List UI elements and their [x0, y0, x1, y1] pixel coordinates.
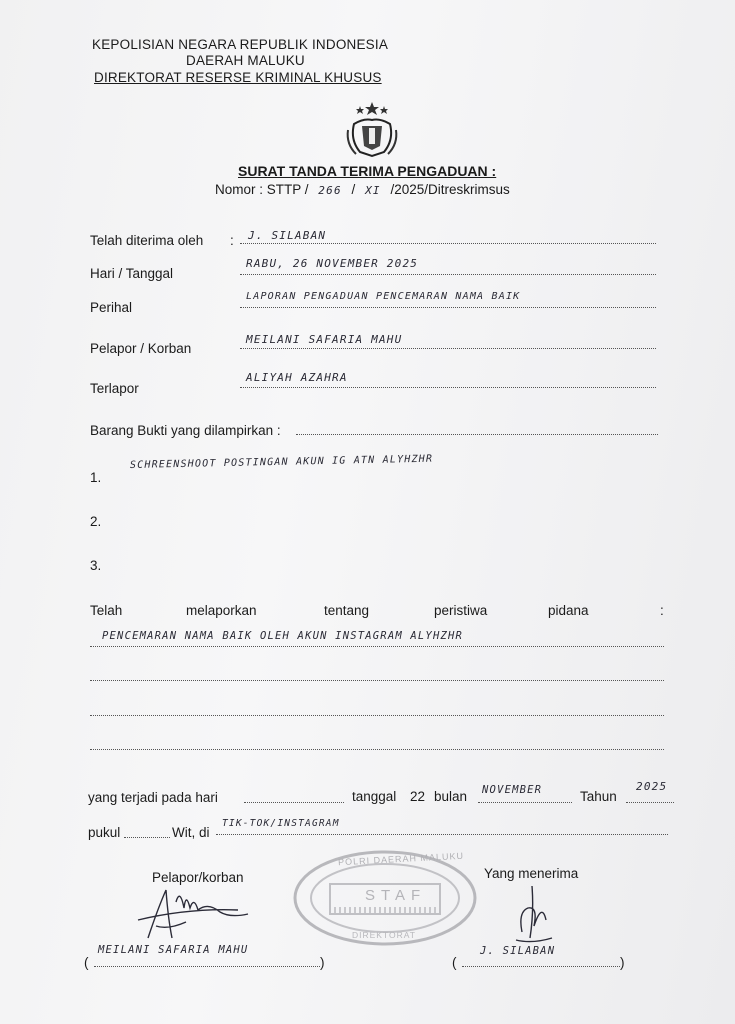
right-name-close-paren: ) — [620, 955, 625, 970]
nomor-prefix: Nomor : STTP / — [215, 182, 309, 197]
stamp-bottom-text: DIREKTORAT — [352, 930, 416, 940]
header-line-3: DIREKTORAT RESERSE KRIMINAL KHUSUS — [94, 70, 382, 85]
report-dotted-line-1 — [90, 646, 664, 647]
perihal-label: Perihal — [90, 300, 133, 315]
occurrence-pukul-dotted — [124, 837, 170, 838]
hari-value: RABU, 26 NOVEMBER 2025 — [246, 257, 419, 270]
evidence-item-num-3: 3. — [90, 558, 102, 573]
occurrence-tahun-label: Tahun — [580, 789, 617, 804]
report-dotted-line-4 — [90, 749, 664, 750]
evidence-item-num-2: 2. — [90, 514, 102, 529]
left-signer-name: MEILANI SAFARIA MAHU — [98, 944, 249, 956]
right-name-open-paren: ( — [452, 955, 457, 970]
occurrence-pukul-label: pukul — [88, 825, 121, 840]
nomor-suffix: /2025/Ditreskrimsus — [390, 182, 510, 197]
evidence-dotted-line — [296, 434, 658, 435]
hari-label: Hari / Tanggal — [90, 266, 174, 281]
report-word-2: melaporkan — [186, 603, 257, 618]
occurrence-tanggal-label: tanggal — [352, 789, 397, 804]
right-signer-name: J. SILABAN — [480, 945, 556, 957]
occurrence-tanggal-value: 22 — [410, 789, 426, 804]
perihal-dotted-line — [240, 307, 656, 308]
occurrence-location-dotted — [216, 834, 668, 835]
diterima-colon: : — [230, 233, 234, 248]
police-emblem-icon — [340, 100, 404, 158]
left-signer-title: Pelapor/korban — [152, 870, 244, 885]
evidence-item-num-1: 1. — [90, 470, 102, 485]
right-signature-icon — [508, 882, 558, 948]
right-name-dotted — [462, 966, 620, 967]
report-dotted-line-2 — [90, 680, 664, 681]
occurrence-wit-label: Wit, di — [172, 825, 210, 840]
terlapor-label: Terlapor — [90, 381, 139, 396]
nomor-number: 266 — [318, 184, 342, 197]
terlapor-dotted-line — [240, 387, 656, 388]
pelapor-dotted-line — [240, 348, 656, 349]
header-line-2: DAERAH MALUKU — [186, 53, 305, 68]
nomor-month: XI — [365, 184, 381, 197]
pelapor-label: Pelapor / Korban — [90, 341, 192, 356]
diterima-value: J. SILABAN — [248, 229, 327, 242]
header-line-1: KEPOLISIAN NEGARA REPUBLIK INDONESIA — [92, 37, 389, 52]
occurrence-location-value: TIK-TOK/INSTAGRAM — [222, 818, 340, 829]
report-value: PENCEMARAN NAMA BAIK OLEH AKUN INSTAGRAM ALYHZHR — [102, 630, 464, 642]
occurrence-bulan-label: bulan — [434, 789, 468, 804]
occurrence-day-dotted — [244, 802, 344, 803]
stamp-ring-text: POLRI DAERAH MALUKU — [337, 850, 465, 868]
evidence-label: Barang Bukti yang dilampirkan : — [90, 423, 281, 438]
left-name-open-paren: ( — [84, 955, 89, 970]
occurrence-bulan-value: NOVEMBER — [482, 784, 543, 796]
occurrence-bulan-dotted — [478, 802, 572, 803]
diterima-dotted-line — [240, 243, 656, 244]
report-word-4: peristiwa — [434, 603, 488, 618]
nomor-sep: / — [351, 182, 356, 197]
perihal-value: LAPORAN PENGADUAN PENCEMARAN NAMA BAIK — [246, 291, 521, 302]
left-name-dotted — [94, 966, 320, 967]
occurrence-tahun-value: 2025 — [636, 780, 668, 793]
occurrence-pre: yang terjadi pada hari — [88, 790, 218, 805]
diterima-label: Telah diterima oleh — [90, 233, 204, 248]
document-title: SURAT TANDA TERIMA PENGADUAN : — [238, 163, 497, 179]
pelapor-value: MEILANI SAFARIA MAHU — [246, 333, 403, 346]
stamp-center-text: STAF — [365, 887, 427, 904]
nomor-line — [215, 182, 510, 197]
report-word-1: Telah — [90, 603, 123, 618]
report-word-5: pidana — [548, 603, 589, 618]
report-dotted-line-3 — [90, 715, 664, 716]
report-word-3: tentang — [324, 603, 370, 618]
left-signature-icon — [128, 878, 258, 950]
left-name-close-paren: ) — [320, 955, 325, 970]
right-signer-title: Yang menerima — [484, 866, 579, 881]
evidence-item-value-1: SCHREENSHOOT POSTINGAN AKUN IG ATN ALYHZHR — [129, 453, 434, 471]
hari-dotted-line — [240, 274, 656, 275]
report-word-6: : — [660, 603, 664, 618]
occurrence-tahun-dotted — [626, 802, 674, 803]
terlapor-value: ALIYAH AZAHRA — [246, 371, 348, 384]
